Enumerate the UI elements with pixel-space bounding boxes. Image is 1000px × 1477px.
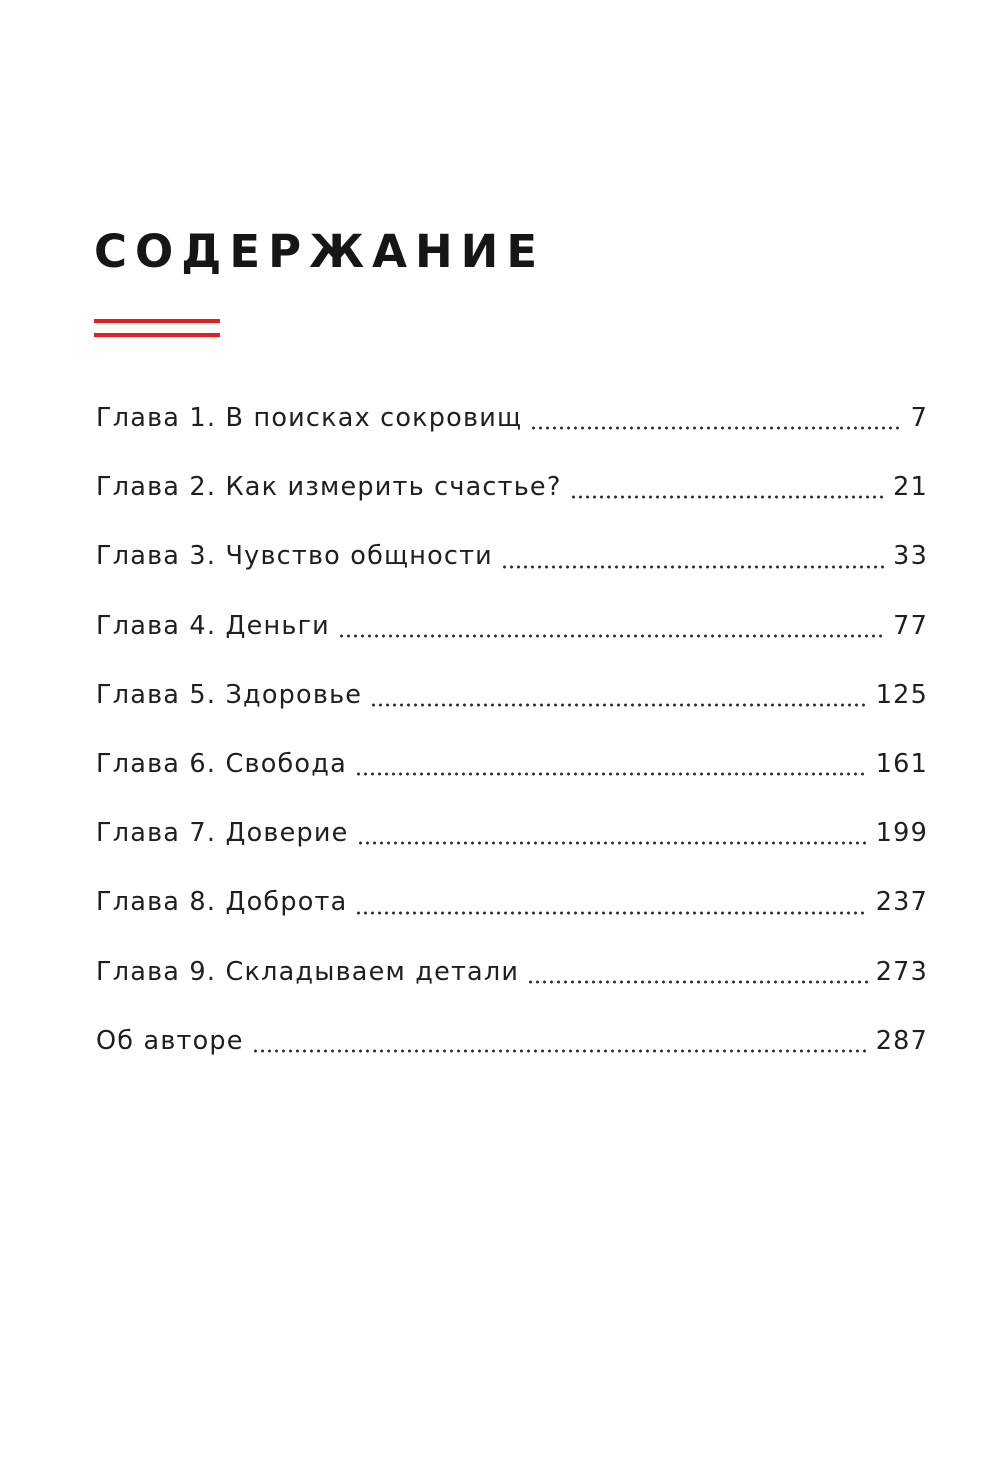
title-underline-bottom: [94, 333, 220, 337]
toc-entry-page: 77: [893, 610, 928, 641]
toc-entry-page: 7: [910, 403, 928, 433]
dot-leader: [370, 686, 868, 708]
toc-entry-page: 287: [875, 1025, 928, 1056]
toc-entry-label: Глава 6. Свобода: [96, 748, 347, 779]
toc-entry-label: Глава 2. Как измерить счастье?: [96, 472, 562, 503]
toc-entry-chapter-3[interactable]: [96, 522, 928, 591]
dot-leader: [355, 894, 867, 916]
toc-entry-page: 237: [875, 887, 928, 918]
toc-entry-page: 21: [893, 472, 928, 503]
dot-leader: [357, 824, 868, 846]
toc-entry-chapter-9[interactable]: [96, 938, 928, 1007]
toc-entry-label: Глава 1. В поисках сокровищ: [96, 403, 523, 433]
title-underline-top: [94, 319, 220, 323]
toc-entry-label: Глава 7. Доверие: [96, 818, 349, 849]
toc-entry-chapter-8[interactable]: [96, 868, 928, 937]
toc-entry-chapter-7[interactable]: [96, 799, 928, 868]
toc-entry-chapter-5[interactable]: [96, 661, 928, 730]
dot-leader: [355, 755, 868, 777]
toc-entry-label: Глава 5. Здоровье: [96, 679, 363, 710]
toc-entry-label: Глава 3. Чувство общности: [96, 541, 493, 572]
dot-leader: [501, 548, 885, 570]
toc-entry-chapter-6[interactable]: [96, 730, 928, 799]
toc-entry-page: 199: [875, 818, 928, 849]
toc-entry-chapter-4[interactable]: [96, 592, 928, 661]
toc-entry-chapter-1[interactable]: [96, 384, 928, 453]
table-of-contents: [96, 384, 928, 1076]
toc-entry-page: 161: [875, 748, 928, 779]
toc-entry-page: 33: [893, 541, 928, 572]
toc-entry-page: 273: [875, 956, 928, 987]
toc-entry-chapter-2[interactable]: [96, 453, 928, 522]
toc-entry-label: Глава 4. Деньги: [96, 610, 330, 641]
dot-leader: [527, 963, 868, 985]
page-title: СОДЕРЖАНИЕ: [94, 225, 546, 278]
dot-leader: [338, 617, 885, 639]
dot-leader: [530, 409, 902, 431]
toc-entry-label: Глава 9. Складываем детали: [96, 956, 520, 987]
toc-entry-label: Глава 8. Доброта: [96, 887, 348, 918]
toc-entry-page: 125: [875, 679, 928, 710]
dot-leader: [252, 1032, 868, 1054]
dot-leader: [570, 478, 886, 500]
toc-entry-about-author[interactable]: [96, 1007, 928, 1076]
toc-entry-label: Об авторе: [96, 1025, 244, 1056]
